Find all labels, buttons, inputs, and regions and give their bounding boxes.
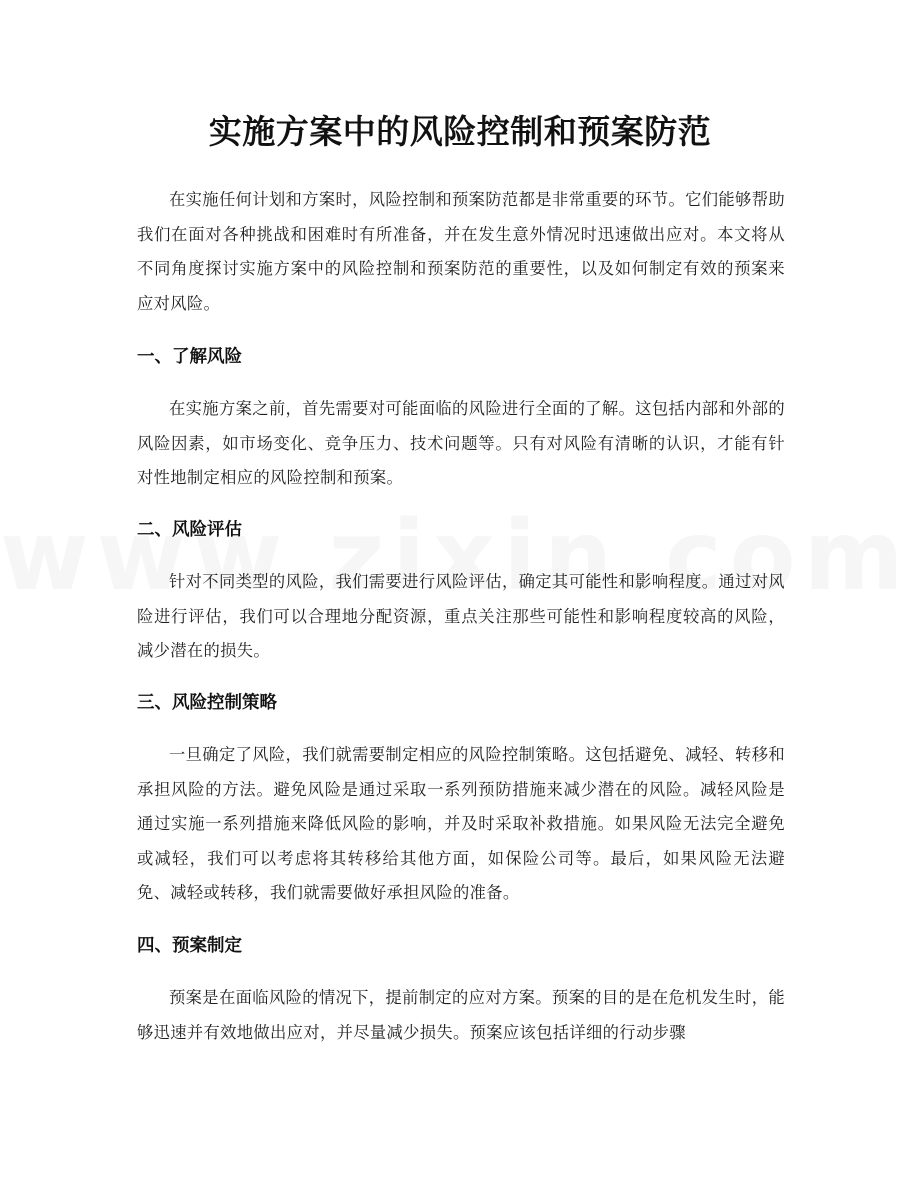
- section-heading-3: 三、风险控制策略: [137, 693, 277, 713]
- intro-paragraph: 在实施任何计划和方案时，风险控制和预案防范都是非常重要的环节。它们能够帮助我们在面对各种挑战和困难时有所准备，并在发生意外情况时迅速做出应对。本文将从不同角度探讨实施方案中的风险控制和预案防范的重要性，以及如何制定有效的预案来应对风险。: [137, 190, 785, 313]
- section-heading-1: 一、了解风险: [137, 347, 242, 367]
- section-body-1: 在实施方案之前，首先需要对可能面临的风险进行全面的了解。这包括内部和外部的风险因素，如市场变化、竞争压力、技术问题等。只有对风险有清晰的认识，才能有针对性地制定相应的风险控制和预案。: [137, 399, 785, 487]
- document-title: 实施方案中的风险控制和预案防范: [208, 112, 712, 151]
- section-heading-2: 二、风险评估: [137, 520, 242, 540]
- section-heading-4: 四、预案制定: [137, 936, 242, 956]
- section-body-2: 针对不同类型的风险，我们需要进行风险评估，确定其可能性和影响程度。通过对风险进行评估，我们可以合理地分配资源，重点关注那些可能性和影响程度较高的风险，减少潜在的损失。: [137, 572, 785, 660]
- section-body-3: 一旦确定了风险，我们就需要制定相应的风险控制策略。这包括避免、减轻、转移和承担风险的方法。避免风险是通过采取一系列预防措施来减少潜在的风险。减轻风险是通过实施一系列措施来降低风险的影响，并及时采取补救措施。如果风险无法完全避免或减轻，我们可以考虑将其转移给其他方面，如保险公司等。最后，如果风险无法避免、减轻或转移，我们就需要做好承担风险的准备。: [137, 745, 785, 902]
- section-body-4: 预案是在面临风险的情况下，提前制定的应对方案。预案的目的是在危机发生时，能够迅速并有效地做出应对，并尽量减少损失。预案应该包括详细的行动步骤: [137, 988, 785, 1042]
